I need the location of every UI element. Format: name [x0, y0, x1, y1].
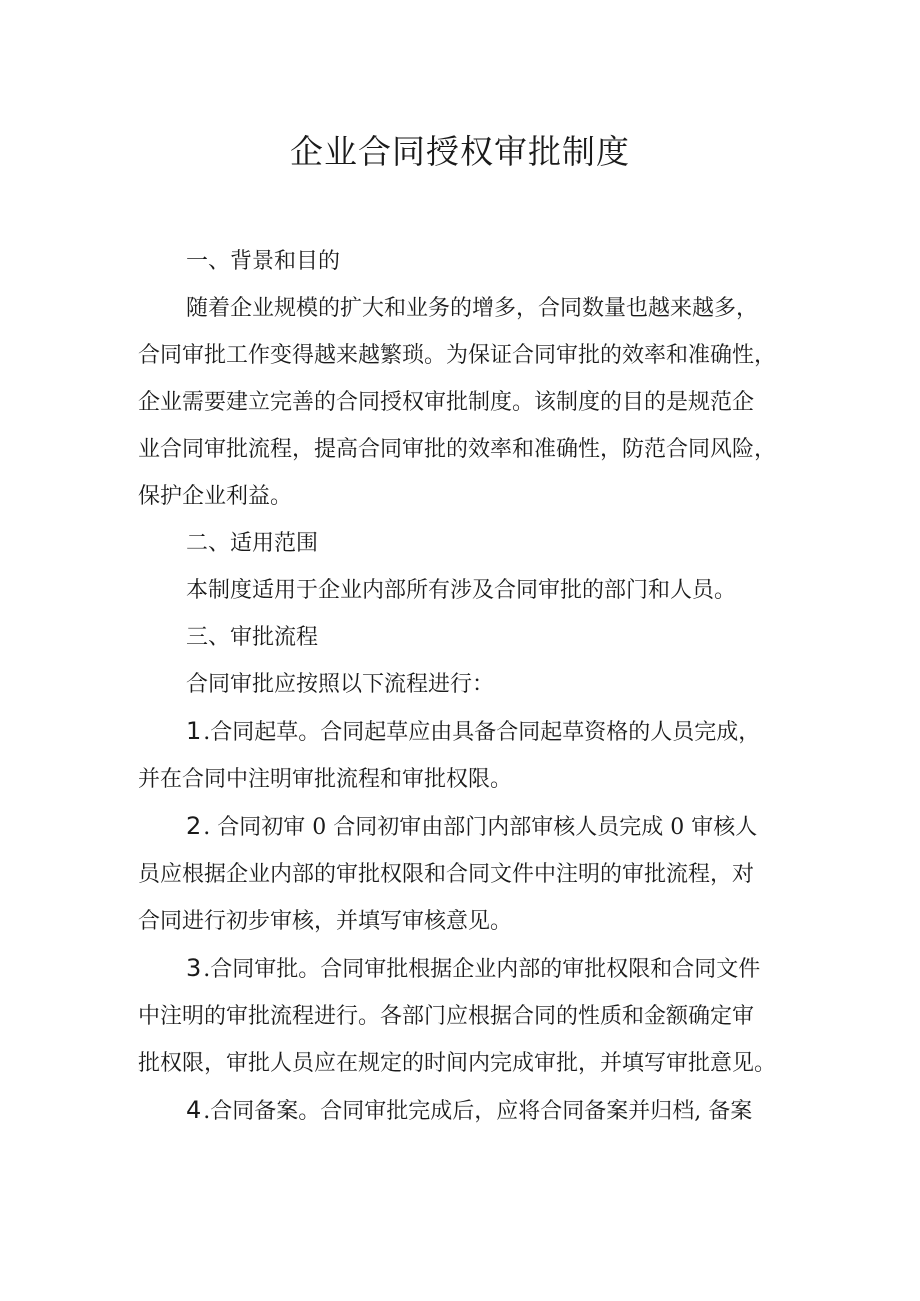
document-body — [138, 238, 806, 1135]
step-3 — [138, 945, 806, 993]
step-text: .合同审批。合同审批根据企业内部的审批权限和合同文件 — [203, 957, 761, 982]
paragraph-line: 本制度适用于企业内部所有涉及合同审批的部门和人员。 — [186, 578, 737, 603]
paragraph-line: 批权限，审批人员应在规定的时间内完成审批，并填写审批意见。 — [138, 1051, 777, 1076]
step-number: 1 — [186, 717, 202, 745]
step-text: .合同备案。合同审批完成后，应将合同备案并归档, 备案 — [203, 1099, 753, 1124]
paragraph-line: 员应根据企业内部的审批权限和合同文件中注明的审批流程，对 — [138, 862, 755, 887]
step-number: 2 — [186, 812, 202, 840]
paragraph-line: 企业需要建立完善的合同授权审批制度。该制度的目的是规范企 — [138, 390, 755, 415]
paragraph-line: 中注明的审批流程进行。各部门应根据合同的性质和金额确定审 — [138, 1004, 755, 1029]
step-1 — [138, 708, 806, 756]
section-heading-1: 一、背景和目的 — [186, 249, 341, 274]
paragraph-line: 合同审批应按照以下流程进行： — [186, 672, 495, 697]
section-heading-3: 三、审批流程 — [186, 625, 319, 650]
step-number: 4 — [186, 1096, 202, 1124]
paragraph-line: 合同进行初步审核，并填写审核意见。 — [138, 909, 513, 934]
paragraph-line: 并在合同中注明审批流程和审批权限。 — [138, 767, 513, 792]
paragraph-line: 随着企业规模的扩大和业务的增多，合同数量也越来越多， — [186, 296, 759, 321]
step-text: .合同起草。合同起草应由具备合同起草资格的人员完成， — [203, 720, 761, 745]
paragraph-line: 合同审批工作变得越来越繁琐。为保证合同审批的效率和准确性， — [138, 343, 777, 368]
step-2 — [138, 803, 806, 851]
document-title: 企业合同授权审批制度 — [290, 132, 630, 171]
section-heading-2: 二、适用范围 — [186, 531, 319, 556]
step-4 — [138, 1087, 806, 1135]
paragraph-line: 业合同审批流程，提高合同审批的效率和准确性，防范合同风险， — [138, 437, 777, 462]
step-number: 3 — [186, 954, 202, 982]
step-text: . 合同初审 0 合同初审由部门内部审核人员完成 0 审核人 — [203, 815, 758, 840]
paragraph-line: 保护企业利益。 — [138, 484, 293, 509]
